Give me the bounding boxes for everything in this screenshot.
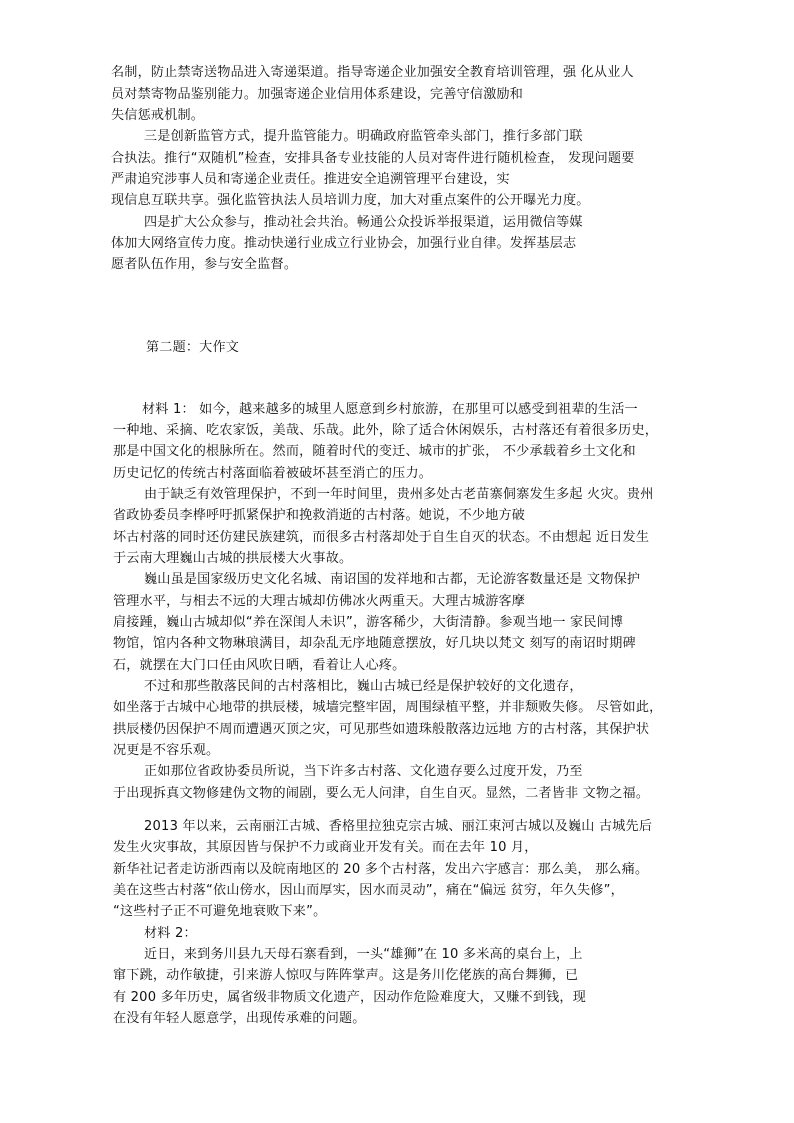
text-line: 失信惩戒机制。 [111, 108, 205, 123]
text-line: 物馆，馆内各种文物琳琅满目，却杂乱无序地随意摆放，好几块以梵文 刻写的南诏时期碑 [113, 636, 636, 651]
text-line: 愿者队伍作用，参与安全监督。 [111, 257, 298, 272]
text-line: 于出现拆真文物修建伪文物的闹剧，要么无人问津，自生自灭。显然，二者皆非 文物之福。 [113, 786, 650, 801]
text-line: 窜下跳，动作敏捷，引来游人惊叹与阵阵掌声。这是务川仡佬族的高台舞狮，已 [113, 968, 579, 983]
section-heading: 第二题：大作文 [146, 340, 240, 355]
text-line: 于云南大理巍山古城的拱辰楼大火事故。 [113, 551, 353, 566]
text-line: 历史记忆的传统古村落面临着被破坏甚至消亡的压力。 [113, 466, 433, 481]
text-line: 三是创新监管方式，提升监管能力。明确政府监管牵头部门，推行多部门联 [144, 129, 583, 144]
text-line: 正如那位省政协委员所说，当下许多古村落、文化遗存要么过度开发，乃至 [144, 764, 583, 779]
text-line: 在没有年轻人愿意学，出现传承难的问题。 [113, 1011, 366, 1026]
text-line: 管理水平，与相去不远的大理古城却仿佛冰火两重天。大理古城游客摩 [113, 594, 526, 609]
text-line: 拱辰楼仍因保护不周而遭遇灭顶之灾，可见那些如遗珠般散落边远地 方的古村落，其保护状 [113, 722, 650, 737]
text-line: 员对禁寄物品鉴别能力。加强寄递企业信用体系建设，完善守信激励和 [111, 87, 524, 102]
text-line: 坏古村落的同时还仿建民族建筑，而很多古村落却处于自生自灭的状态。不由想起 近日发生 [113, 530, 650, 545]
text-line: 省政协委员李桦呼吁抓紧保护和挽救消逝的古村落。她说，不少地方破 [113, 508, 526, 523]
text-line: 由于缺乏有效管理保护，不到一年时间里，贵州多处古老苗寨侗寨发生多起 火灾。贵州 [144, 487, 654, 502]
text-line: 那是中国文化的根脉所在。然而，随着时代的变迁、城市的扩张， 不少承载着乡土文化和 [113, 444, 636, 459]
text-line: 肩接踵，巍山古城却似“养在深闺人未识”，游客稀少，大街清静。参观当地一 家民间博 [113, 615, 624, 630]
text-line: 不过和那些散落民间的古村落相比，巍山古城已经是保护较好的文化遗存， [144, 679, 583, 694]
text-line: 现信息互联共享。强化监管执法人员培训力度，加大对重点案件的公开曝光力度。 [111, 193, 590, 208]
text-line: 发生火灾事故，其原因皆与保护不力或商业开发有关。而在去年 10 月， [113, 840, 538, 855]
text-line: 合执法。推行“双随机”检查，安排具备专业技能的人员对寄件进行随机检查， 发现问题要 [111, 151, 635, 166]
text-line: 2013 年以来，云南丽江古城、香格里拉独克宗古城、丽江束河古城以及巍山 古城先后 [144, 819, 653, 834]
text-line: 材料 1： 如今，越来越多的城里人愿意到乡村旅游，在那里可以感受到祖辈的生活一 [142, 402, 638, 417]
text-line: 巍山虽是国家级历史文化名城、南诏国的发祥地和古都，无论游客数量还是 文物保护 [144, 572, 641, 587]
text-line: 严肃追究涉事人员和寄递企业责任。推进安全追溯管理平台建设，实 [111, 172, 510, 187]
text-line: 名制，防止禁寄送物品进入寄递渠道。指导寄递企业加强安全教育培训管理，强 化从业人 [111, 65, 634, 80]
text-line: 美在这些古村落“依山傍水，因山而厚实，因水而灵动”，痛在“偏远 贫穷，年久失修”， [113, 883, 624, 898]
text-line: 材料 2： [144, 926, 197, 941]
text-line: “这些村子正不可避免地衰败下来”。 [113, 904, 327, 919]
text-line: 四是扩大公众参与，推动社会共治。畅通公众投诉举报渠道，运用微信等媒 [144, 215, 583, 230]
text-line: 有 200 多年历史，属省级非物质文化遗产，因动作危险难度大，又赚不到钱，现 [113, 990, 587, 1005]
text-line: 况更是不容乐观。 [113, 743, 220, 758]
text-line: 一种地、采摘、吃农家饭，美哉、乐哉。此外，除了适合休闲娱乐，古村落还有着很多历史， [113, 423, 659, 438]
text-line: 近日，来到务川县九天母石寨看到，一头“雄狮”在 10 多米高的桌台上，上 [144, 947, 583, 962]
text-line: 石，就摆在大门口任由风吹日晒，看着让人心疼。 [113, 658, 406, 673]
text-line: 新华社记者走访浙西南以及皖南地区的 20 多个古村落，发出六字感言：那么美， 那么痛。 [113, 862, 649, 877]
text-line: 体加大网络宣传力度。推动快递行业成立行业协会，加强行业自律。发挥基层志 [111, 236, 577, 251]
text-line: 如坐落于古城中心地带的拱辰楼，城墙完整牢固，周围绿植平整，并非颓败失修。 尽管如此， [113, 700, 663, 715]
